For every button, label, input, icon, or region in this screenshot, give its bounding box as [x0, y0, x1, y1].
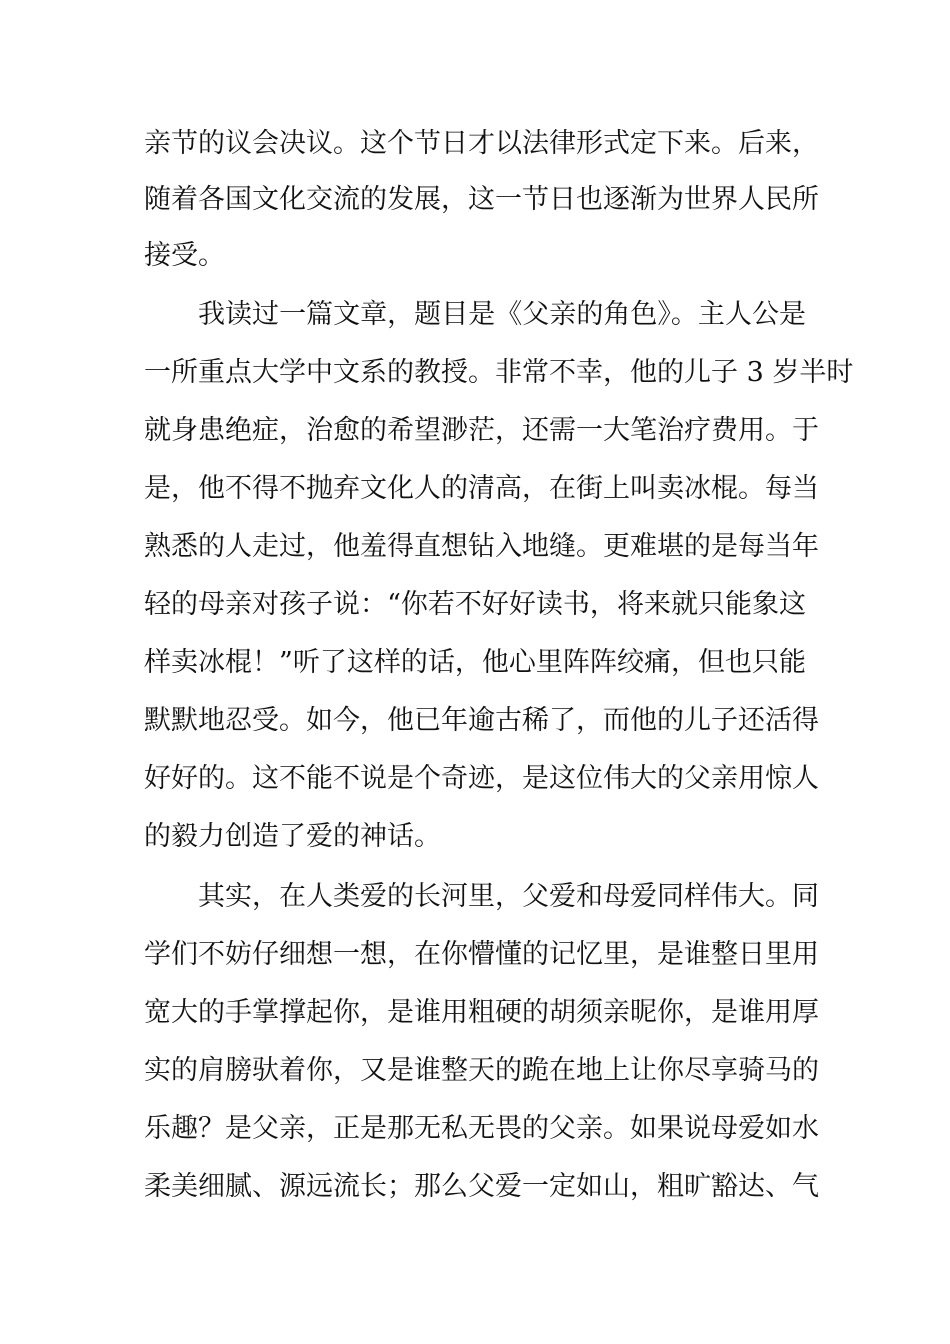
- text-line: 乐趣？是父亲，正是那无私无畏的父亲。如果说母爱如水: [144, 1113, 819, 1144]
- paragraph-first-line: 我读过一篇文章，题目是《父亲的角色》。主人公是: [198, 299, 806, 330]
- text-line: 轻的母亲对孩子说：“你若不好好读书，将来就只能象这: [144, 589, 806, 620]
- text-line: 是，他不得不抛弃文化人的清高，在街上叫卖冰棍。每当: [144, 473, 819, 504]
- text-line: 随着各国文化交流的发展，这一节日也逐渐为世界人民所: [144, 184, 819, 215]
- text-line: 好好的。这不能不说是个奇迹，是这位伟大的父亲用惊人: [144, 763, 819, 794]
- text-line: 默默地忍受。如今，他已年逾古稀了，而他的儿子还活得: [144, 705, 819, 736]
- text-line: 熟悉的人走过，他羞得直想钻入地缝。更难堪的是每当年: [144, 531, 819, 562]
- text-line: 亲节的议会决议。这个节日才以法律形式定下来。后来，: [144, 128, 819, 159]
- text-line: 样卖冰棍！”听了这样的话，他心里阵阵绞痛，但也只能: [144, 647, 806, 678]
- text-line: 柔美细腻、源远流长；那么父爱一定如山，粗旷豁达、气: [144, 1171, 819, 1202]
- text-line: 实的肩膀驮着你，又是谁整天的跪在地上让你尽享骑马的: [144, 1055, 819, 1086]
- text-line: 一所重点大学中文系的教授。非常不幸，他的儿子 3 岁半时: [144, 357, 854, 388]
- paragraph-first-line: 其实，在人类爱的长河里，父爱和母爱同样伟大。同: [198, 881, 819, 912]
- text-line: 宽大的手掌撑起你，是谁用粗硬的胡须亲昵你，是谁用厚: [144, 997, 819, 1028]
- text-line: 学们不妨仔细想一想，在你懵懂的记忆里，是谁整日里用: [144, 939, 819, 970]
- text-line: 接受。: [144, 240, 225, 271]
- text-line: 就身患绝症，治愈的希望渺茫，还需一大笔治疗费用。于: [144, 415, 819, 446]
- text-line: 的毅力创造了爱的神话。: [144, 821, 441, 852]
